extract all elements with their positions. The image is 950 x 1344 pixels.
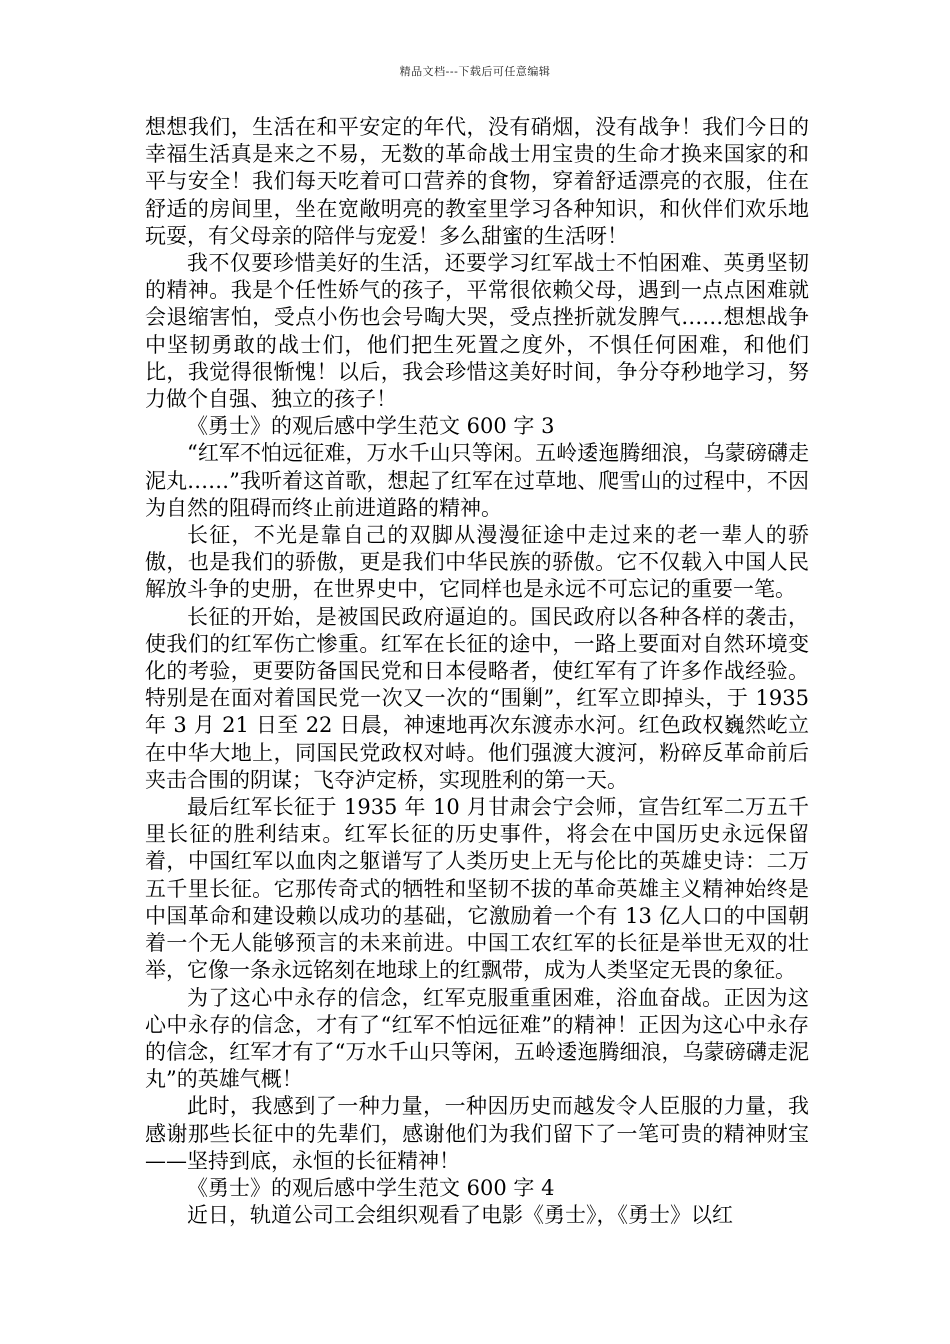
document-body: [145, 114, 809, 1229]
paragraph: 长征，不光是靠自己的双脚从漫漫征途中走过来的老一辈人的骄傲，也是我们的骄傲，更是我们中华民族的骄傲。它不仅载入中国人民解放斗争的史册，在世界史中，它同样也是永远不可忘记的重要一笔。: [145, 523, 809, 602]
paragraph: 长征的开始，是被国民政府逼迫的。国民政府以各种各样的袭击，使我们的红军伤亡惨重。红军在长征的途中，一路上要面对自然环境变化的考验，更要防备国民党和日本侵略者，使红军有了许多作战经验。特别是在面对着国民党一次又一次的“围剿”，红军立即掉头，于 1935 年 3 月 21 日至 22 日晨，神速地再次东渡赤水河。红色政权巍然屹立在中华大地上，同国民党政权对峙。他们强渡大渡河，粉碎反革命前后夹击合围的阴谋；飞夺泸定桥，实现胜利的第一天。: [145, 604, 809, 792]
paragraph: 想想我们，生活在和平安定的年代，没有硝烟，没有战争！我们今日的幸福生活真是来之不易，无数的革命战士用宝贵的生命才换来国家的和平与安全！我们每天吃着可口营养的食物，穿着舒适漂亮的衣服，住在舒适的房间里，坐在宽敞明亮的教室里学习各种知识，和伙伴们欢乐地玩耍，有父母亲的陪伴与宠爱！多么甜蜜的生活呀！: [145, 115, 809, 248]
paragraph: 近日，轨道公司工会组织观看了电影《勇士》，《勇士》以红: [187, 1203, 733, 1228]
paragraph: 我不仅要珍惜美好的生活，还要学习红军战士不怕困难、英勇坚韧的精神。我是个任性娇气的孩子，平常很依赖父母，遇到一点点困难就会退缩害怕，受点小伤也会号啕大哭，受点挫折就发脾气……想想战争中坚韧勇敢的战士们，他们把生死置之度外，不惧任何困难，和他们比，我觉得很惭愧！以后，我会珍惜这美好时间，争分夺秒地学习，努力做个自强、独立的孩子！: [145, 251, 809, 412]
paragraph: “红军不怕远征难，万水千山只等闲。五岭逶迤腾细浪，乌蒙磅礴走泥丸……”我听着这首歌，想起了红军在过草地、爬雪山的过程中，不因为自然的阻碍而终止前进道路的精神。: [145, 441, 809, 520]
paragraph: 此时，我感到了一种力量，一种因历史而越发令人臣服的力量，我感谢那些长征中的先辈们，感谢他们为我们留下了一笔可贵的精神财宝——坚持到底，永恒的长征精神！: [145, 1094, 809, 1173]
paragraph: 为了这心中永存的信念，红军克服重重困难，浴血奋战。正因为这心中永存的信念，才有了“红军不怕远征难”的精神！正因为这心中永存的信念，红军才有了“万水千山只等闲，五岭逶迤腾细浪，乌蒙磅礴走泥丸”的英雄气概！: [145, 985, 809, 1092]
section-heading: 《勇士》的观后感中学生范文 600 字 3: [187, 414, 555, 439]
page-header-watermark: 精品文档---下载后可任意编辑: [399, 65, 551, 78]
section-heading: 《勇士》的观后感中学生范文 600 字 4: [187, 1175, 555, 1200]
paragraph: 最后红军长征于 1935 年 10 月甘肃会宁会师，宣告红军二万五千里长征的胜利结束。红军长征的历史事件，将会在中国历史永远保留着，中国红军以血肉之躯谱写了人类历史上无与伦比的英雄史诗：二万五千里长征。它那传奇式的牺牲和坚韧不拔的革命英雄主义精神始终是中国革命和建设赖以成功的基础，它激励着一个有 13 亿人口的中国朝着一个无人能够预言的未来前进。中国工农红军的长征是举世无双的壮举，它像一条永远铭刻在地球上的红飘带，成为人类坚定无畏的象征。: [145, 795, 809, 983]
